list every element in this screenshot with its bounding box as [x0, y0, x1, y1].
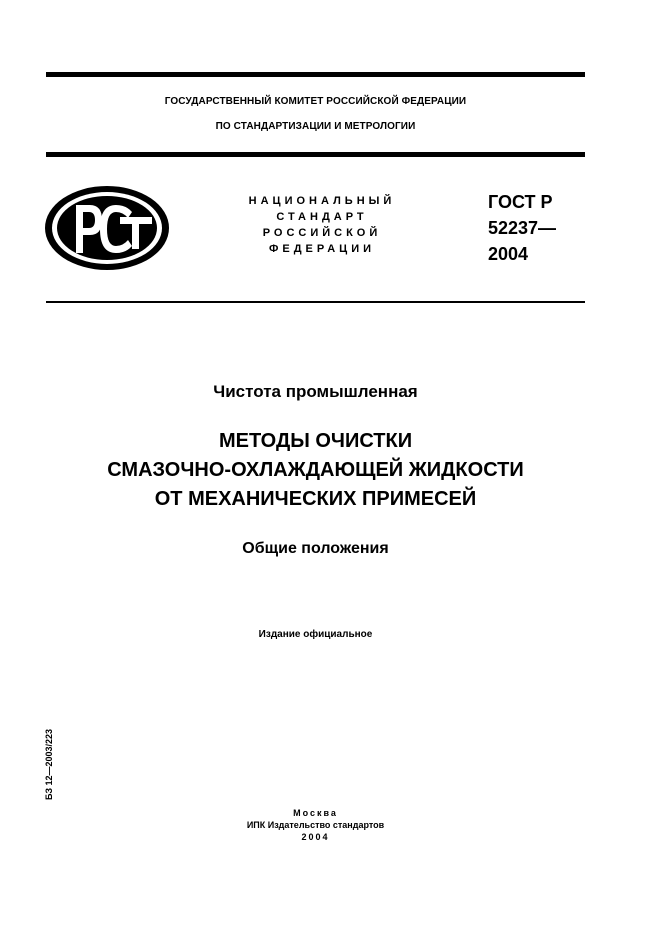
designation-line-2: 52237—	[488, 218, 557, 238]
imprint-year: 2004	[301, 832, 330, 842]
designation-line-1: ГОСТ Р	[488, 192, 553, 212]
side-registration-code: БЗ 12—2003/223	[44, 728, 54, 800]
standard-designation	[488, 189, 556, 267]
title-line-2: СМАЗОЧНО-ОХЛАЖДАЮЩЕЙ ЖИДКОСТИ	[107, 459, 524, 481]
title-line-3: ОТ МЕХАНИЧЕСКИХ ПРИМЕСЕЙ	[154, 488, 477, 510]
committee-line-2: ПО СТАНДАРТИЗАЦИИ И МЕТРОЛОГИИ	[215, 121, 416, 132]
designation-line-3: 2004	[488, 244, 529, 264]
document-subtitle: Общие положения	[242, 540, 389, 557]
committee-line-1: ГОСУДАРСТВЕННЫЙ КОМИТЕТ РОССИЙСКОЙ ФЕДЕРАЦИИ	[164, 96, 467, 107]
standard-type-line-3: РОССИЙСКОЙ	[262, 227, 382, 239]
document-subject: Чистота промышленная	[213, 382, 418, 401]
title-line-1: МЕТОДЫ ОЧИСТКИ	[218, 430, 413, 452]
standard-type-line-1: НАЦИОНАЛЬНЫЙ	[248, 195, 396, 207]
document-title	[46, 427, 585, 514]
top-rule	[46, 72, 585, 77]
gost-r-logo-icon	[42, 183, 172, 273]
edition-label: Издание официальное	[258, 629, 373, 640]
standard-type	[222, 193, 422, 257]
imprint	[46, 807, 585, 843]
standard-type-line-2: СТАНДАРТ	[276, 211, 368, 223]
header-bottom-rule	[46, 152, 585, 157]
imprint-publisher: ИПК Издательство стандартов	[246, 820, 385, 830]
standard-type-line-4: ФЕДЕРАЦИИ	[268, 243, 376, 255]
logo-bottom-rule	[46, 301, 585, 303]
imprint-city: Москва	[293, 808, 338, 818]
